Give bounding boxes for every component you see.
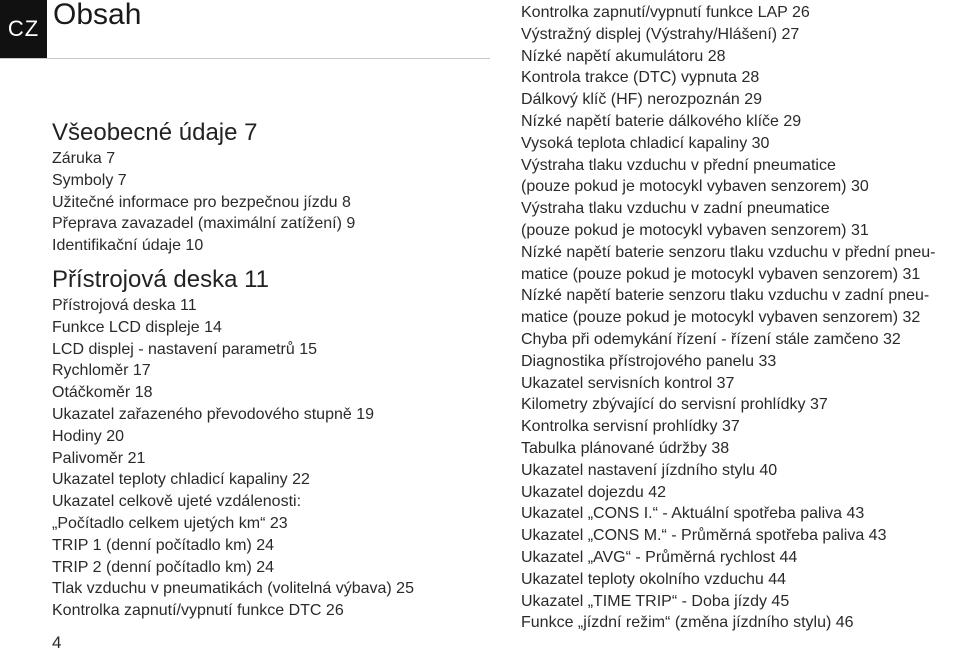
toc-item[interactable]: Identifikační údaje 10 bbox=[52, 237, 204, 255]
toc-item[interactable]: Přeprava zavazadel (maximální zatížení) 9 bbox=[52, 215, 356, 233]
toc-item[interactable]: Otáčkoměr 18 bbox=[52, 384, 153, 402]
toc-item[interactable]: Diagnostika přístrojového panelu 33 bbox=[521, 352, 777, 370]
toc-item[interactable]: Dálkový klíč (HF) nerozpoznán 29 bbox=[521, 91, 762, 109]
toc-item[interactable]: Přístrojová deska 11 bbox=[52, 296, 197, 314]
toc-item[interactable]: Palivoměr 21 bbox=[52, 449, 146, 467]
toc-right-column bbox=[521, 2, 957, 634]
toc-item[interactable]: LCD displej - nastavení parametrů 15 bbox=[52, 340, 318, 358]
toc-item[interactable]: Kontrolka zapnutí/vypnutí funkce DTC 26 bbox=[52, 602, 344, 620]
toc-item[interactable]: Tlak vzduchu v pneumatikách (volitelná výbava) 25 bbox=[52, 580, 414, 598]
toc-item[interactable]: TRIP 1 (denní počítadlo km) 24 bbox=[52, 536, 275, 554]
toc-item[interactable]: Ukazatel nastavení jízdního stylu 40 bbox=[521, 461, 778, 479]
toc-section-general bbox=[52, 118, 492, 257]
toc-item[interactable]: Chyba při odemykání řízení - řízení stále zamčeno 32 bbox=[521, 330, 901, 348]
toc-section-heading[interactable]: Přístrojová deska 11 bbox=[52, 265, 269, 293]
toc-item[interactable]: „Počítadlo celkem ujetých km“ 23 bbox=[52, 514, 288, 532]
toc-item[interactable]: Funkce „jízdní režim“ (změna jízdního stylu) 46 bbox=[521, 614, 854, 632]
toc-item[interactable]: Tabulka plánované údržby 38 bbox=[521, 439, 730, 457]
toc-item[interactable]: (pouze pokud je motocykl vybaven senzorem) 30 bbox=[521, 178, 869, 196]
toc-item[interactable]: Nízké napětí baterie dálkového klíče 29 bbox=[521, 112, 802, 130]
toc-item[interactable]: Ukazatel „CONS M.“ - Průměrná spotřeba paliva 43 bbox=[521, 527, 887, 545]
toc-item[interactable]: Ukazatel celkově ujeté vzdálenosti: bbox=[52, 493, 302, 511]
toc-item[interactable]: Kontrolka servisní prohlídky 37 bbox=[521, 418, 740, 436]
toc-item[interactable]: Ukazatel „CONS I.“ - Aktuální spotřeba paliva 43 bbox=[521, 505, 865, 523]
toc-item[interactable]: Symboly 7 bbox=[52, 171, 127, 189]
language-badge bbox=[0, 0, 47, 58]
toc-item[interactable]: Ukazatel dojezdu 42 bbox=[521, 483, 666, 501]
toc-item[interactable]: Záruka 7 bbox=[52, 150, 116, 167]
title-divider bbox=[0, 58, 490, 59]
toc-item[interactable]: Výstražný displej (Výstrahy/Hlášení) 27 bbox=[521, 25, 800, 43]
toc-item[interactable]: Výstraha tlaku vzduchu v zadní pneumatice bbox=[521, 200, 830, 218]
toc-left-column bbox=[52, 118, 492, 622]
toc-item[interactable]: Nízké napětí baterie senzoru tlaku vzduchu v přední pneu- bbox=[521, 243, 936, 261]
toc-item[interactable]: Ukazatel teploty okolního vzduchu 44 bbox=[521, 570, 787, 588]
toc-item[interactable]: Ukazatel „AVG“ - Průměrná rychlost 44 bbox=[521, 548, 798, 566]
page-number: 4 bbox=[52, 633, 62, 652]
toc-item[interactable]: Kontrola trakce (DTC) vypnuta 28 bbox=[521, 69, 760, 87]
toc-item[interactable]: matice (pouze pokud je motocykl vybaven senzorem) 31 bbox=[521, 265, 921, 283]
toc-section-heading[interactable]: Všeobecné údaje 7 bbox=[52, 119, 258, 146]
toc-item[interactable]: Ukazatel servisních kontrol 37 bbox=[521, 374, 735, 392]
toc-item[interactable]: Vysoká teplota chladicí kapaliny 30 bbox=[521, 134, 770, 152]
toc-item[interactable]: Hodiny 20 bbox=[52, 427, 125, 445]
toc-item[interactable]: Výstraha tlaku vzduchu v přední pneumatice bbox=[521, 156, 836, 174]
page-title: Obsah bbox=[53, 0, 142, 31]
toc-item[interactable]: Kontrolka zapnutí/vypnutí funkce LAP 26 bbox=[521, 4, 810, 21]
toc-item[interactable]: Nízké napětí akumulátoru 28 bbox=[521, 47, 726, 65]
toc-item[interactable]: Ukazatel „TIME TRIP“ - Doba jízdy 45 bbox=[521, 592, 790, 610]
toc-item[interactable]: TRIP 2 (denní počítadlo km) 24 bbox=[52, 558, 275, 576]
toc-item[interactable]: Ukazatel zařazeného převodového stupně 19 bbox=[52, 405, 374, 423]
toc-item[interactable]: Nízké napětí baterie senzoru tlaku vzduchu v zadní pneu- bbox=[521, 287, 930, 305]
language-code: CZ bbox=[7, 16, 40, 41]
toc-item[interactable]: Rychloměr 17 bbox=[52, 362, 151, 380]
toc-item[interactable]: Užitečné informace pro bezpečnou jízdu 8 bbox=[52, 193, 351, 211]
toc-item[interactable]: Funkce LCD displeje 14 bbox=[52, 318, 222, 336]
toc-item[interactable]: Ukazatel teploty chladicí kapaliny 22 bbox=[52, 471, 310, 489]
toc-item[interactable]: matice (pouze pokud je motocykl vybaven senzorem) 32 bbox=[521, 309, 921, 327]
toc-section-instrument-panel bbox=[52, 265, 492, 622]
toc-item[interactable]: (pouze pokud je motocykl vybaven senzorem) 31 bbox=[521, 221, 869, 239]
toc-item[interactable]: Kilometry zbývající do servisní prohlídky 37 bbox=[521, 396, 828, 414]
